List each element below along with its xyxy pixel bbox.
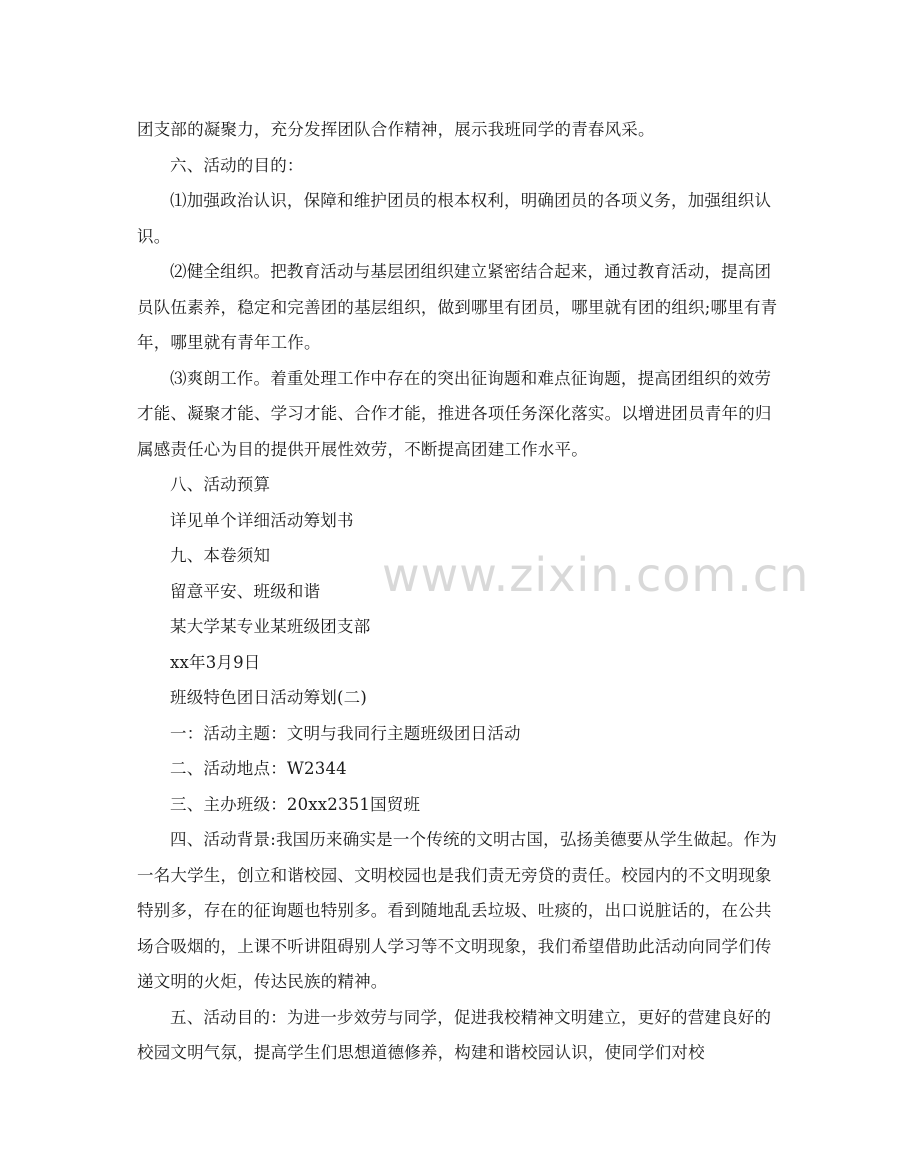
section-heading-notes: 九、本卷须知 xyxy=(170,546,271,565)
plan-title: 班级特色团日活动筹划(二) xyxy=(170,688,367,707)
organizer-signature: 某大学某专业某班级团支部 xyxy=(170,617,371,636)
activity-theme: 一：活动主题：文明与我同行主题班级团日活动 xyxy=(170,723,521,743)
document-date: xx年3月9日 xyxy=(170,652,261,672)
activity-purpose: 五、活动目的：为进一步效劳与同学，促进我校精神文明建立，更好的营建良好的校园文明气氛，提高学生们思想道德修养，构建和谐校园认识，使同学们对校 xyxy=(137,1007,772,1062)
watermark: www.zixin.com.cn xyxy=(382,548,810,602)
activity-background: 四、活动背景:我国历来确实是一个传统的文明古国，弘扬美德要从学生做起。作为一名大学生，创立和谐校园、文明校园也是我们责无旁贷的责任。校园内的不文明现象特别多，存在的征询题也特别多。看到随地乱丢垃圾、吐痰的，出口说脏话的，在公共场合吸烟的，上课不听讲阻碍别人学习等不文明现象，我们希望借助此活动向同学们传递文明的火炬，传达民族的精神。 xyxy=(137,830,777,991)
notes-text: 留意平安、班级和谐 xyxy=(170,581,321,601)
paragraph-item-3: ⑶爽朗工作。着重处理工作中存在的突出征询题和难点征询题，提高团组织的效劳才能、凝聚才能、学习才能、合作才能，推进各项任务深化落实。以增进团员青年的归属感责任心为目的提供开展性效劳，不断提高团建工作水平。 xyxy=(137,368,772,459)
activity-location: 二、活动地点：W2344 xyxy=(170,759,347,778)
section-heading-budget: 八、活动预算 xyxy=(170,475,271,494)
budget-text: 详见单个详细活动筹划书 xyxy=(170,510,354,530)
paragraph-item-2: ⑵健全组织。把教育活动与基层团组织建立紧密结合起来，通过教育活动，提高团员队伍素养，稳定和完善团的基层组织，做到哪里有团员，哪里就有团的组织;哪里有青年，哪里就有青年工作。 xyxy=(137,262,778,352)
paragraph-item-1: ⑴加强政治认识，保障和维护团员的根本权利，明确团员的各项义务，加强组织认识。 xyxy=(137,191,772,246)
section-heading-purpose: 六、活动的目的： xyxy=(170,155,304,175)
paragraph-continuation: 团支部的凝聚力，充分发挥团队合作精神，展示我班同学的青春风采。 xyxy=(137,120,655,139)
host-class: 三、主办班级：20xx2351国贸班 xyxy=(170,794,421,814)
